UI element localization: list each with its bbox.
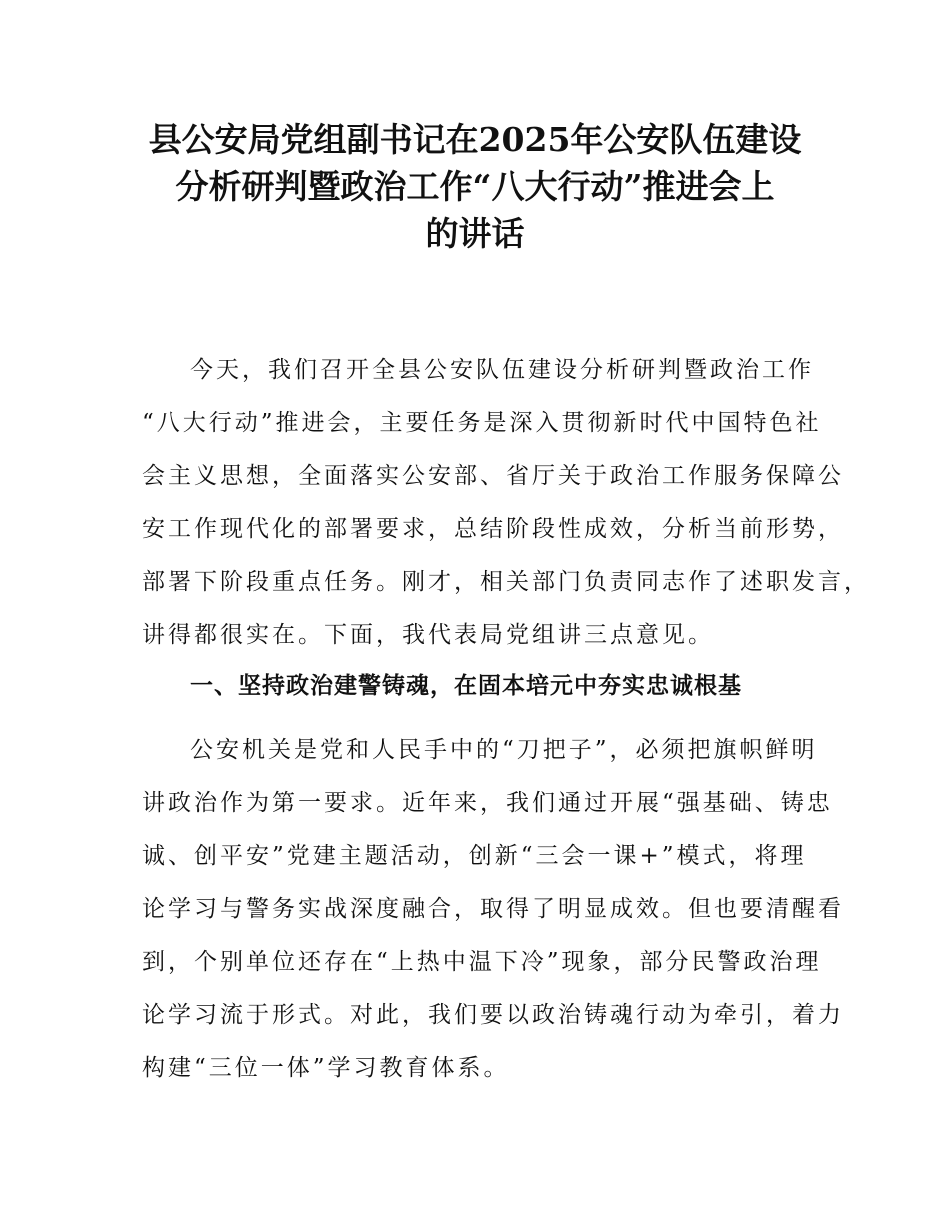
paragraph-line: 讲政治作为第一要求。近年来，我们通过开展“强基础、铸忠 — [142, 790, 833, 816]
paragraph-line: 会主义思想，全面落实公安部、省厅关于政治工作服务保障公 — [142, 463, 844, 489]
paragraph-line: “八大行动”推进会，主要任务是深入贯彻新时代中国特色社 — [142, 410, 822, 436]
paragraph-line: 公安机关是党和人民手中的“刀把子”，必须把旗帜鲜明 — [190, 737, 818, 763]
paragraph-section1 — [142, 724, 844, 1095]
paragraph-opening — [142, 344, 870, 662]
paragraph-line: 构建“三位一体”学习教育体系。 — [142, 1055, 510, 1081]
title-line: 分析研判暨政治工作“八大行动”推进会上 — [175, 167, 775, 206]
paragraph-line: 今天，我们召开全县公安队伍建设分析研判暨政治工作 — [190, 357, 814, 383]
paragraph-line: 论学习流于形式。对此，我们要以政治铸魂行动为牵引，着力 — [142, 1002, 844, 1028]
paragraph-line: 到，个别单位还存在“上热中温下冷”现象，部分民警政治理 — [142, 949, 822, 975]
title-line: 的讲话 — [425, 214, 525, 253]
section-heading: 一、坚持政治建警铸魂，在固本培元中夯实忠诚根基 — [190, 673, 742, 699]
paragraph-line: 诚、创平安”党建主题活动，创新“三会一课+”模式，将理 — [142, 843, 807, 869]
paragraph-line: 部署下阶段重点任务。刚才，相关部门负责同志作了述职发言， — [142, 569, 870, 595]
title-line: 县公安局党组副书记在2025年公安队伍建设 — [148, 120, 802, 159]
document-title — [120, 116, 830, 257]
paragraph-line: 安工作现代化的部署要求，总结阶段性成效，分析当前形势， — [142, 516, 844, 542]
paragraph-line: 讲得都很实在。下面，我代表局党组讲三点意见。 — [142, 622, 714, 648]
paragraph-line: 论学习与警务实战深度融合，取得了明显成效。但也要清醒看 — [142, 896, 844, 922]
